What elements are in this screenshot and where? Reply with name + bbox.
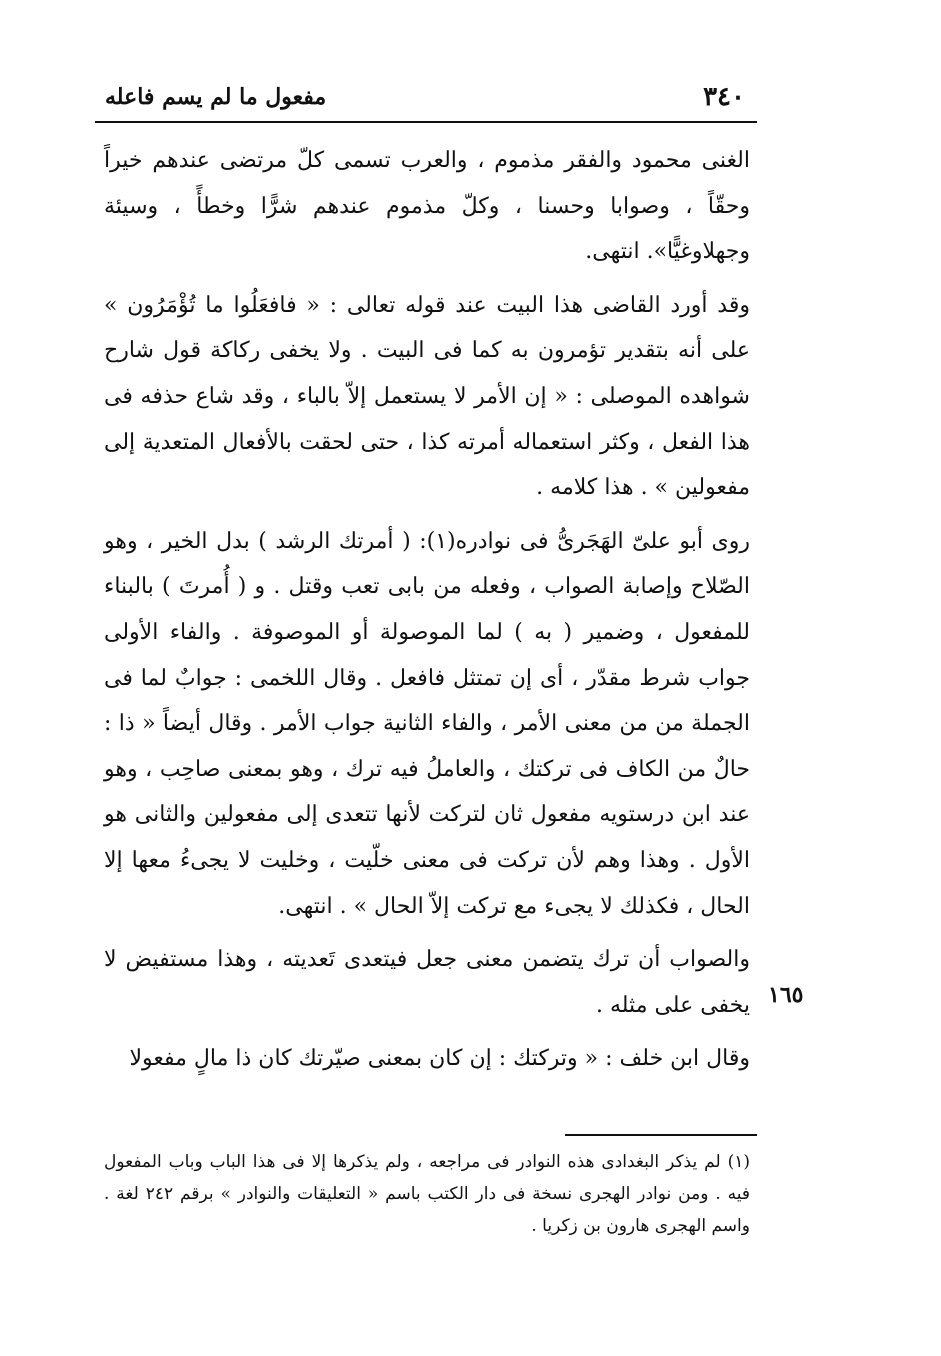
page-header (95, 78, 755, 118)
paragraph-1: الغنى محمود والفقر مذموم ، والعرب تسمى كلّ مرتضى عندهم خيراً وحقّاً ، وصوابا وحسنا ، وكلّ مذموم عندهم شرًّا وخطأً ، وسيئة وجهلاوغيًّا». انتهى. (104, 148, 750, 265)
paragraph-2: وقد أورد القاضى هذا البيت عند قوله تعالى : « فافعَلُوا ما تُؤْمَرُون » على أنه بتقدير تؤمرون به كما فى البيت . ولا يخفى ركاكة قول شارح شواهده الموصلى : « إن الأمر لا يستعمل إلاّ بالباء ، وقد شاع حذفه فى هذا الفعل ، وكثر استعماله أمرته كذا ، حتى لحقت بالأفعال المتعدية إلى مفعولين » . هذا كلامه . (104, 292, 750, 501)
margin-line-number: ١٦٥ (768, 982, 804, 1008)
footnote-1: (١) لم يذكر البغدادى هذه النوادر فى مراجعه ، ولم يذكرها إلا فى هذا الباب وباب المفعول فيه . ومن نوادر الهجرى نسخة فى دار الكتب باسم « التعليقات والنوادر » برقم ٢٤٢ لغة . واسم الهجرى هارون بن زكريا . (104, 1152, 750, 1236)
paragraph-3: روى أبو علىّ الهَجَرىُّ فى نوادره(١): ( أمرتك الرشد ) بدل الخير ، وهو الصّلاح وإصابة الصواب ، وفعله من بابى تعب وقتل . و ( أُمرتَ ) بالبناء للمفعول ، وضمير ( به ) لما الموصولة أو الموصوفة . والفاء الأولى جواب شرط مقدّر ، أى إن تمتثل فافعل . وقال اللخمى : جوابٌ لما فى الجملة من من معنى الأمر ، والفاء الثانية جواب الأمر . وقال أيضاً « ذا : حالٌ من الكاف فى تركتك ، والعاملُ فيه ترك ، وهو بمعنى صاحِب ، وهو عند ابن درستويه مفعول ثان لتركت لأنها تتعدى إلى مفعولين والثانى هو الأول . وهذا وهم لأن تركت فى معنى خلّيت ، وخليت لا يجىءُ معها إلا الحال ، فكذلك لا يجىء مع تركت إلاّ الحال » . انتهى. (104, 528, 751, 919)
footnotes (104, 1146, 750, 1242)
main-text (104, 138, 750, 1082)
header-divider (95, 121, 757, 123)
page-number: ٣٤٠ (703, 82, 745, 112)
footnote-divider (565, 1134, 757, 1136)
paragraph-4: والصواب أن ترك يتضمن معنى جعل فيتعدى تَعديته ، وهذا مستفيض لا يخفى على مثله . (104, 947, 750, 1018)
paragraph-5: وقال ابن خلف : « وتركتك : إن كان بمعنى صيّرتك كان ذا مالٍ مفعولا (129, 1046, 750, 1072)
running-title: مفعول ما لم يسم فاعله (105, 84, 327, 110)
